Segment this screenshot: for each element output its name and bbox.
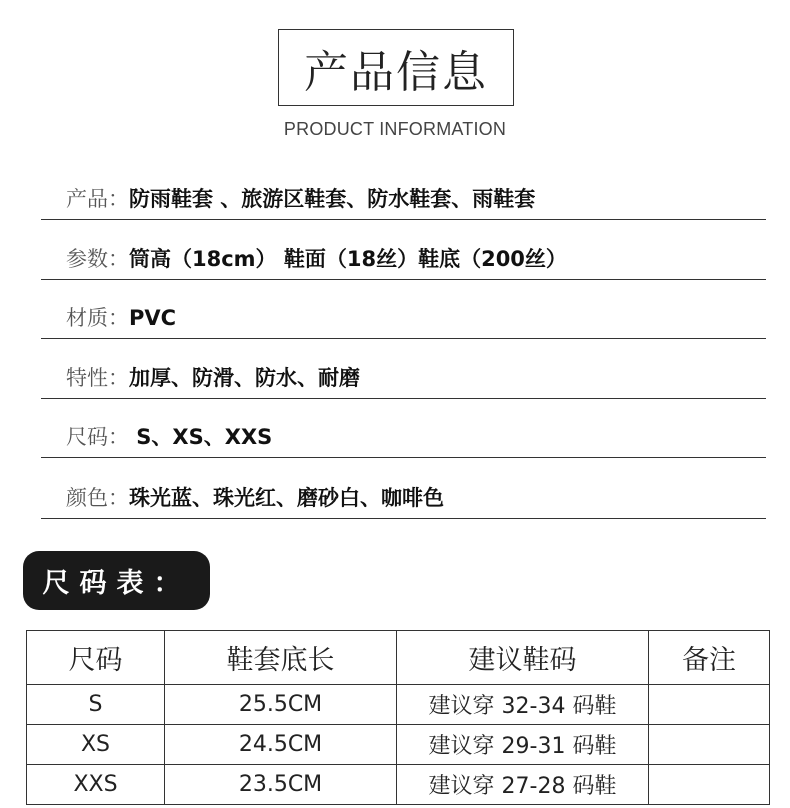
info-content bbox=[66, 482, 444, 512]
page-title: 产品信息 bbox=[304, 46, 488, 98]
info-row-material bbox=[41, 289, 766, 339]
info-content bbox=[66, 183, 535, 213]
info-row-colors bbox=[41, 469, 766, 519]
column-header-length: 鞋套底长 bbox=[165, 631, 397, 685]
cell-length: 24.5CM bbox=[165, 725, 397, 765]
info-row-params bbox=[41, 230, 766, 280]
info-row-sizes bbox=[41, 408, 766, 458]
cell-notes bbox=[649, 765, 770, 805]
table-header-row bbox=[27, 631, 770, 685]
cell-length: 23.5CM bbox=[165, 765, 397, 805]
info-label: 颜色： bbox=[66, 486, 129, 510]
info-content bbox=[66, 302, 176, 332]
cell-notes bbox=[649, 685, 770, 725]
cell-shoe-size: 建议穿 32-34 码鞋 bbox=[397, 685, 649, 725]
cell-shoe-size: 建议穿 27-28 码鞋 bbox=[397, 765, 649, 805]
info-label: 尺码： bbox=[66, 425, 129, 449]
column-header-size: 尺码 bbox=[27, 631, 165, 685]
info-content bbox=[66, 362, 360, 392]
info-content bbox=[66, 243, 567, 273]
size-table bbox=[26, 630, 770, 805]
info-value: 筒高（18cm） 鞋面（18丝）鞋底（200丝） bbox=[129, 247, 567, 271]
cell-size: XS bbox=[27, 725, 165, 765]
cell-size: S bbox=[27, 685, 165, 725]
cell-notes bbox=[649, 725, 770, 765]
info-value: 珠光蓝、珠光红、磨砂白、咖啡色 bbox=[129, 486, 444, 510]
cell-shoe-size: 建议穿 29-31 码鞋 bbox=[397, 725, 649, 765]
size-chart-badge bbox=[23, 551, 210, 610]
info-content bbox=[66, 421, 272, 451]
info-value: S、XS、XXS bbox=[129, 425, 273, 449]
page-subtitle: PRODUCT INFORMATION bbox=[283, 119, 507, 139]
info-label: 材质： bbox=[66, 306, 129, 330]
cell-length: 25.5CM bbox=[165, 685, 397, 725]
info-row-features bbox=[41, 349, 766, 399]
column-header-shoe-size: 建议鞋码 bbox=[397, 631, 649, 685]
info-value: 防雨鞋套 、旅游区鞋套、防水鞋套、雨鞋套 bbox=[129, 187, 536, 211]
table-row bbox=[27, 725, 770, 765]
info-label: 特性： bbox=[66, 366, 129, 390]
table-row bbox=[27, 685, 770, 725]
info-row-product bbox=[41, 170, 766, 220]
info-label: 产品： bbox=[66, 187, 129, 211]
table-row bbox=[27, 765, 770, 805]
size-chart-heading: 尺码表： bbox=[42, 568, 191, 599]
column-header-notes: 备注 bbox=[649, 631, 770, 685]
title-box bbox=[278, 29, 514, 106]
cell-size: XXS bbox=[27, 765, 165, 805]
info-value: PVC bbox=[129, 306, 177, 330]
info-label: 参数： bbox=[66, 247, 129, 271]
info-value: 加厚、防滑、防水、耐磨 bbox=[129, 366, 360, 390]
